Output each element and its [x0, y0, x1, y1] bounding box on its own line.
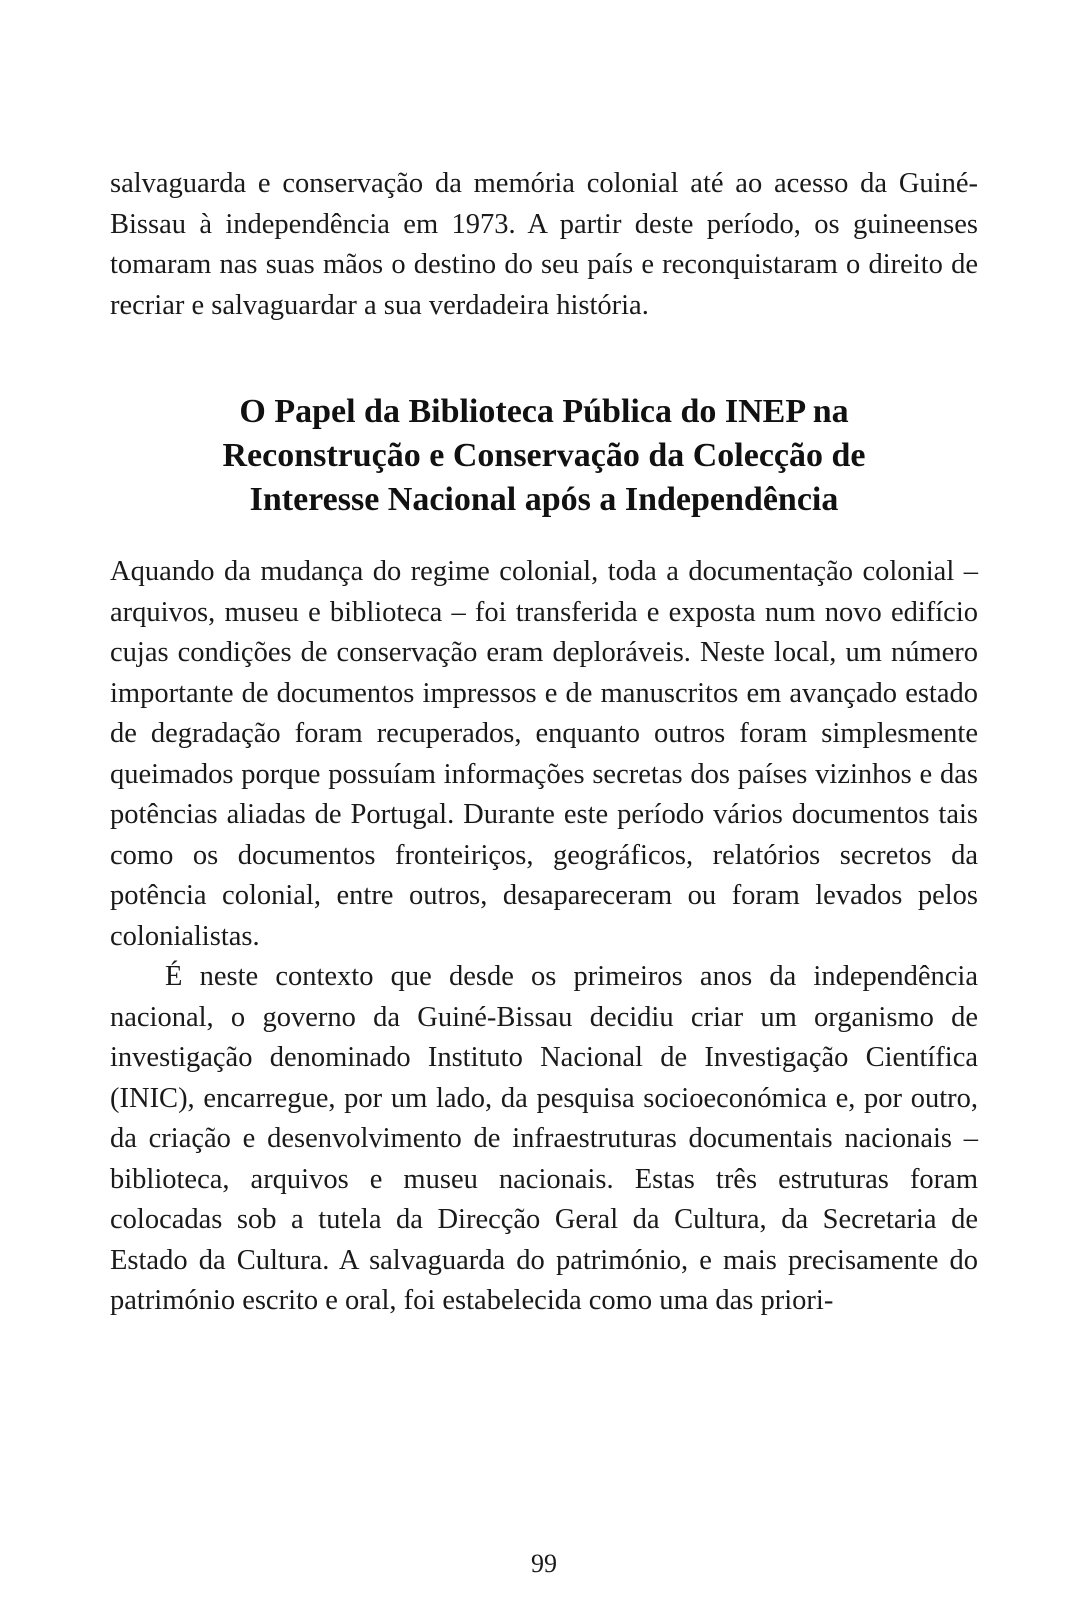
section-heading-line-1: O Papel da Biblioteca Pública do INEP na	[239, 393, 849, 430]
section-heading-line-3: Interesse Nacional após a Independência	[249, 481, 839, 518]
body-paragraph-2: É neste contexto que desde os primeiros anos da independência nacional, o governo da Guiné-Bissau decidiu criar um organismo de investigação denominado Instituto Nacional de Investigação Científica (INIC), encarregue, por um lado, da pesquisa socioeconómica e, por outro, da criação e desenvolvimento de infraestruturas documentais nacionais – biblioteca, arquivos e museu nacionais. Estas três estruturas foram colocadas sob a tutela da Direcção Geral da Cultura, da Secretaria de Estado da Cultura. A salvaguarda do património, e mais precisamente do património escrito e oral, foi estabelecida como uma das priori-	[110, 961, 978, 1316]
section-heading-line-2: Reconstrução e Conservação da Colecção de	[222, 437, 866, 474]
section-heading	[110, 390, 978, 522]
intro-paragraph: salvaguarda e conservação da memória colonial até ao acesso da Guiné-Bissau à independência em 1973. A partir deste período, os guineenses tomaram nas suas mãos o destino do seu país e reconquistaram o direito de recriar e salvaguardar a sua verdadeira história.	[110, 168, 978, 321]
body-paragraph-1: Aquando da mudança do regime colonial, toda a documentação colonial – arquivos, museu e biblioteca – foi transferida e exposta num novo edifício cujas condições de conservação eram deploráveis. Neste local, um número importante de documentos impressos e de manuscritos em avançado estado de degradação foram recuperados, enquanto outros foram simplesmente queimados porque possuíam informações secretas dos países vizinhos e das potências aliadas de Portugal. Durante este período vários documentos tais como os documentos fronteiriços, geográficos, relatórios secretos da potência colonial, entre outros, desapareceram ou foram levados pelos colonialistas.	[110, 556, 978, 952]
page-number: 99	[531, 1549, 557, 1578]
page-body	[110, 164, 978, 1322]
